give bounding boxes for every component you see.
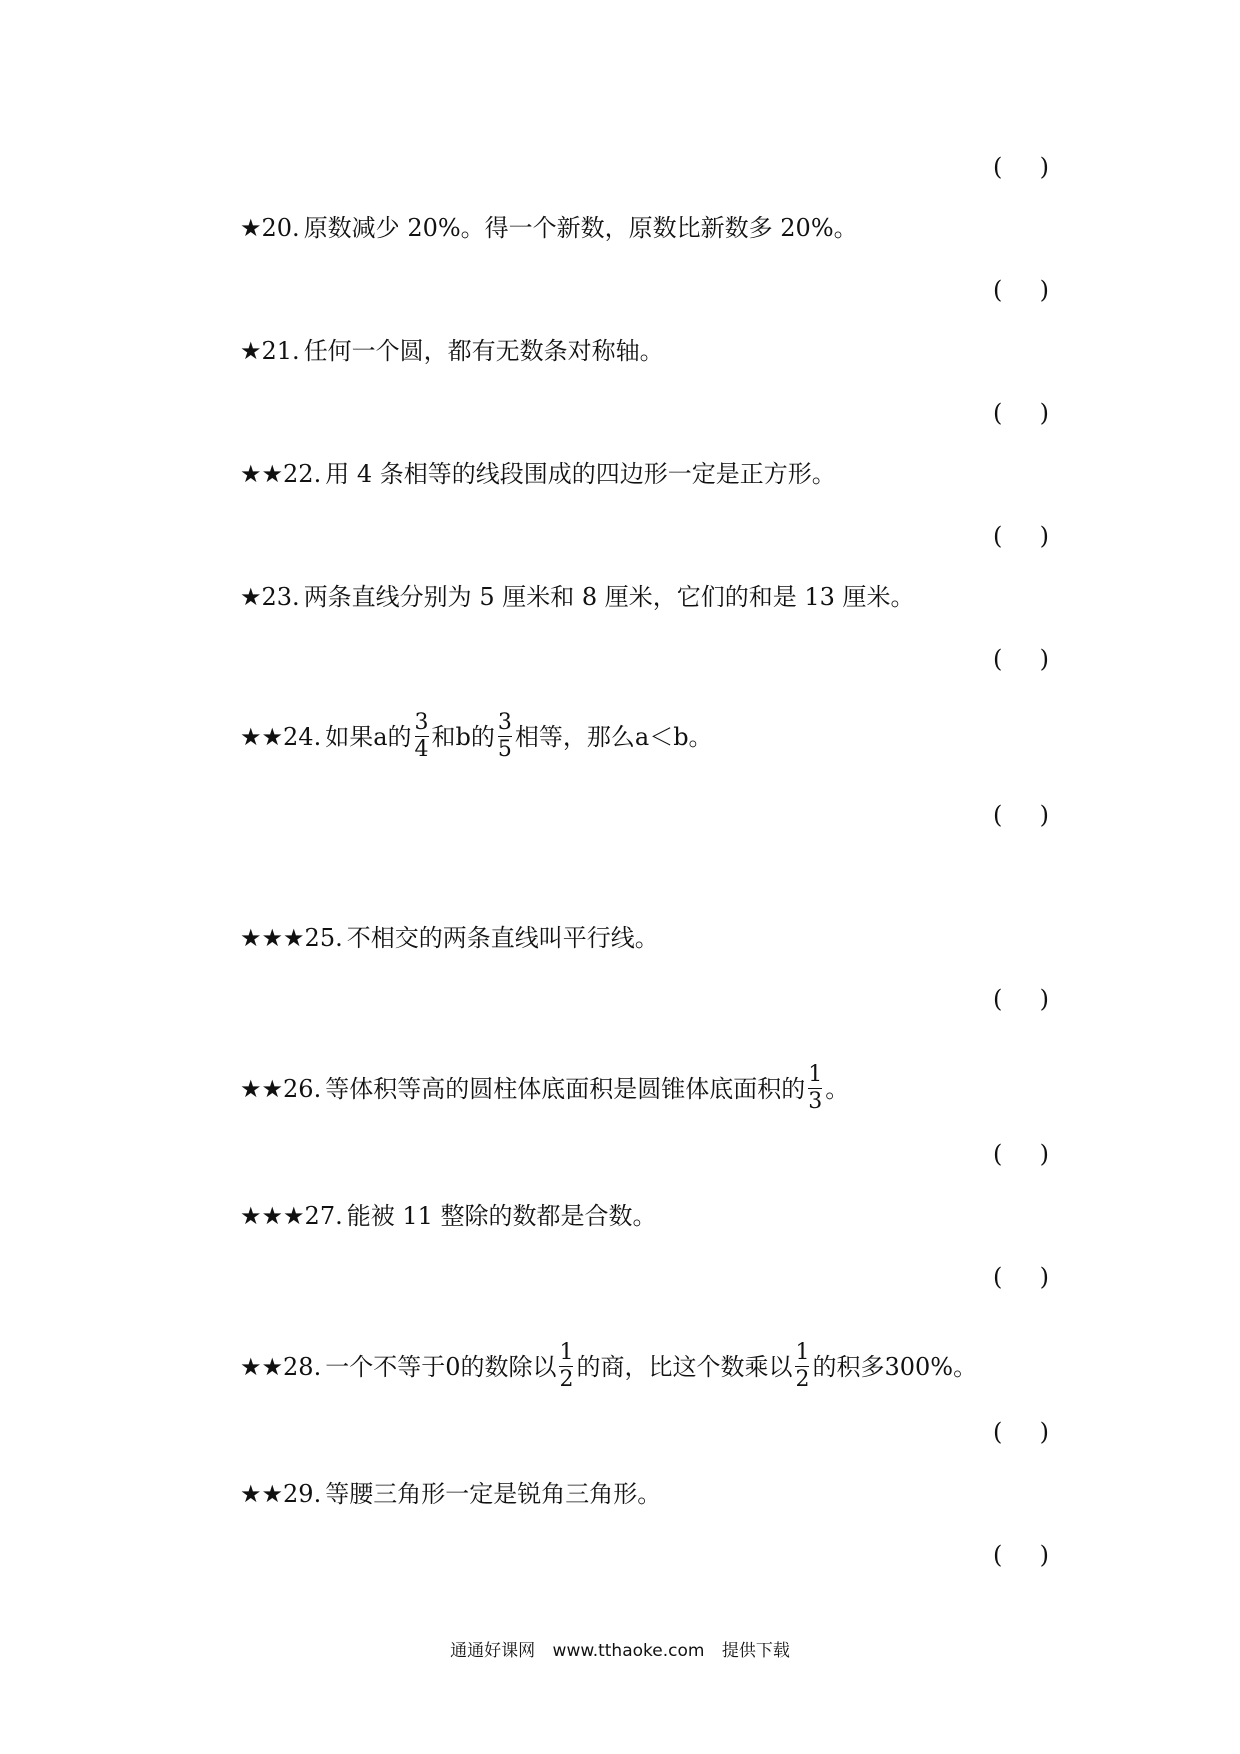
difficulty-stars: ★ [240, 337, 262, 365]
footer-suffix: 提供下载 [721, 1641, 790, 1661]
fraction [795, 1342, 809, 1391]
question-text: 能被 11 整除的数都是合数。 [346, 1202, 657, 1230]
left-paren: ( [993, 1541, 1003, 1569]
question-number: 28. [283, 1352, 322, 1381]
question-text-part: 等体积等高的圆柱体底面积是圆锥体底面积的 [325, 1074, 806, 1103]
right-paren: ) [1039, 153, 1049, 181]
left-paren: ( [993, 153, 1003, 181]
fraction-numerator: 3 [497, 710, 512, 735]
fraction-numerator: 3 [414, 710, 429, 735]
right-paren: ) [1039, 276, 1049, 304]
difficulty-stars: ★★★ [240, 1202, 305, 1230]
question-text: 不相交的两条直线叫平行线。 [346, 924, 659, 952]
question-21 [240, 331, 664, 371]
question-number: 29. [283, 1480, 322, 1508]
question-27 [240, 1196, 657, 1236]
fraction-numerator: 1 [559, 1340, 574, 1365]
question-29 [240, 1474, 661, 1514]
right-paren: ) [1039, 1541, 1049, 1569]
question-text-part: 如果a的 [325, 722, 412, 751]
difficulty-stars: ★★ [240, 1074, 284, 1103]
left-paren: ( [993, 522, 1003, 550]
answer-paren-25 [993, 984, 1049, 1014]
left-paren: ( [993, 645, 1003, 673]
answer-paren-22 [993, 521, 1049, 551]
fraction [415, 712, 429, 761]
fraction [498, 712, 512, 761]
question-25 [240, 918, 659, 958]
fraction-numerator: 1 [795, 1340, 810, 1365]
fraction-denominator: 5 [497, 737, 512, 762]
question-text-part: 一个不等于0的数除以 [325, 1352, 557, 1381]
fraction-numerator: 1 [808, 1062, 823, 1087]
question-number: 23. [261, 583, 300, 611]
left-paren: ( [993, 1418, 1003, 1446]
page-footer [0, 1636, 1240, 1661]
difficulty-stars: ★ [240, 214, 262, 242]
question-number: 20. [261, 214, 300, 242]
question-text-part: 和b的 [431, 722, 495, 751]
fraction-denominator: 3 [808, 1089, 823, 1114]
question-text: 两条直线分别为 5 厘米和 8 厘米，它们的和是 13 厘米。 [303, 583, 915, 611]
fraction [559, 1342, 573, 1391]
question-number: 21. [261, 337, 300, 365]
answer-paren-24 [993, 800, 1049, 830]
question-text-part: 相等，那么a＜b。 [514, 722, 713, 751]
left-paren: ( [993, 276, 1003, 304]
question-28 [240, 1342, 977, 1391]
answer-paren-21 [993, 398, 1049, 428]
question-20 [240, 208, 858, 248]
question-number: 24. [283, 722, 322, 751]
difficulty-stars: ★★ [240, 1352, 284, 1381]
left-paren: ( [993, 801, 1003, 829]
question-24 [240, 712, 713, 761]
answer-paren-26 [993, 1139, 1049, 1169]
question-text: 任何一个圆，都有无数条对称轴。 [303, 337, 664, 365]
left-paren: ( [993, 1140, 1003, 1168]
answer-paren-23 [993, 644, 1049, 674]
right-paren: ) [1039, 1140, 1049, 1168]
question-text: 用 4 条相等的线段围成的四边形一定是正方形。 [325, 460, 836, 488]
right-paren: ) [1039, 985, 1049, 1013]
answer-paren-19 [993, 152, 1049, 182]
left-paren: ( [993, 399, 1003, 427]
left-paren: ( [993, 1263, 1003, 1291]
question-text-part: 。 [825, 1074, 850, 1103]
footer-site-name: 通通好课网 [450, 1641, 536, 1661]
right-paren: ) [1039, 1263, 1049, 1291]
question-text-part: 的商，比这个数乘以 [576, 1352, 793, 1381]
question-text: 原数减少 20%。得一个新数，原数比新数多 20%。 [303, 214, 858, 242]
question-number: 27. [304, 1202, 343, 1230]
right-paren: ) [1039, 801, 1049, 829]
question-number: 26. [283, 1074, 322, 1103]
difficulty-stars: ★★★ [240, 924, 305, 952]
question-26 [240, 1064, 849, 1113]
question-number: 25. [304, 924, 343, 952]
difficulty-stars: ★ [240, 583, 262, 611]
right-paren: ) [1039, 645, 1049, 673]
question-text-part: 的积多300%。 [812, 1352, 978, 1381]
difficulty-stars: ★★ [240, 1480, 284, 1508]
difficulty-stars: ★★ [240, 460, 284, 488]
answer-paren-20 [993, 275, 1049, 305]
question-23 [240, 577, 915, 617]
answer-paren-28 [993, 1417, 1049, 1447]
right-paren: ) [1039, 399, 1049, 427]
footer-url[interactable]: www.tthaoke.com [552, 1641, 705, 1661]
question-number: 22. [283, 460, 322, 488]
fraction [808, 1064, 822, 1113]
fraction-denominator: 4 [414, 737, 429, 762]
left-paren: ( [993, 985, 1003, 1013]
fraction-denominator: 2 [559, 1367, 574, 1392]
answer-paren-27 [993, 1262, 1049, 1292]
right-paren: ) [1039, 522, 1049, 550]
question-22 [240, 454, 836, 494]
answer-paren-29 [993, 1540, 1049, 1570]
fraction-denominator: 2 [795, 1367, 810, 1392]
right-paren: ) [1039, 1418, 1049, 1446]
question-text: 等腰三角形一定是锐角三角形。 [325, 1480, 662, 1508]
difficulty-stars: ★★ [240, 722, 284, 751]
